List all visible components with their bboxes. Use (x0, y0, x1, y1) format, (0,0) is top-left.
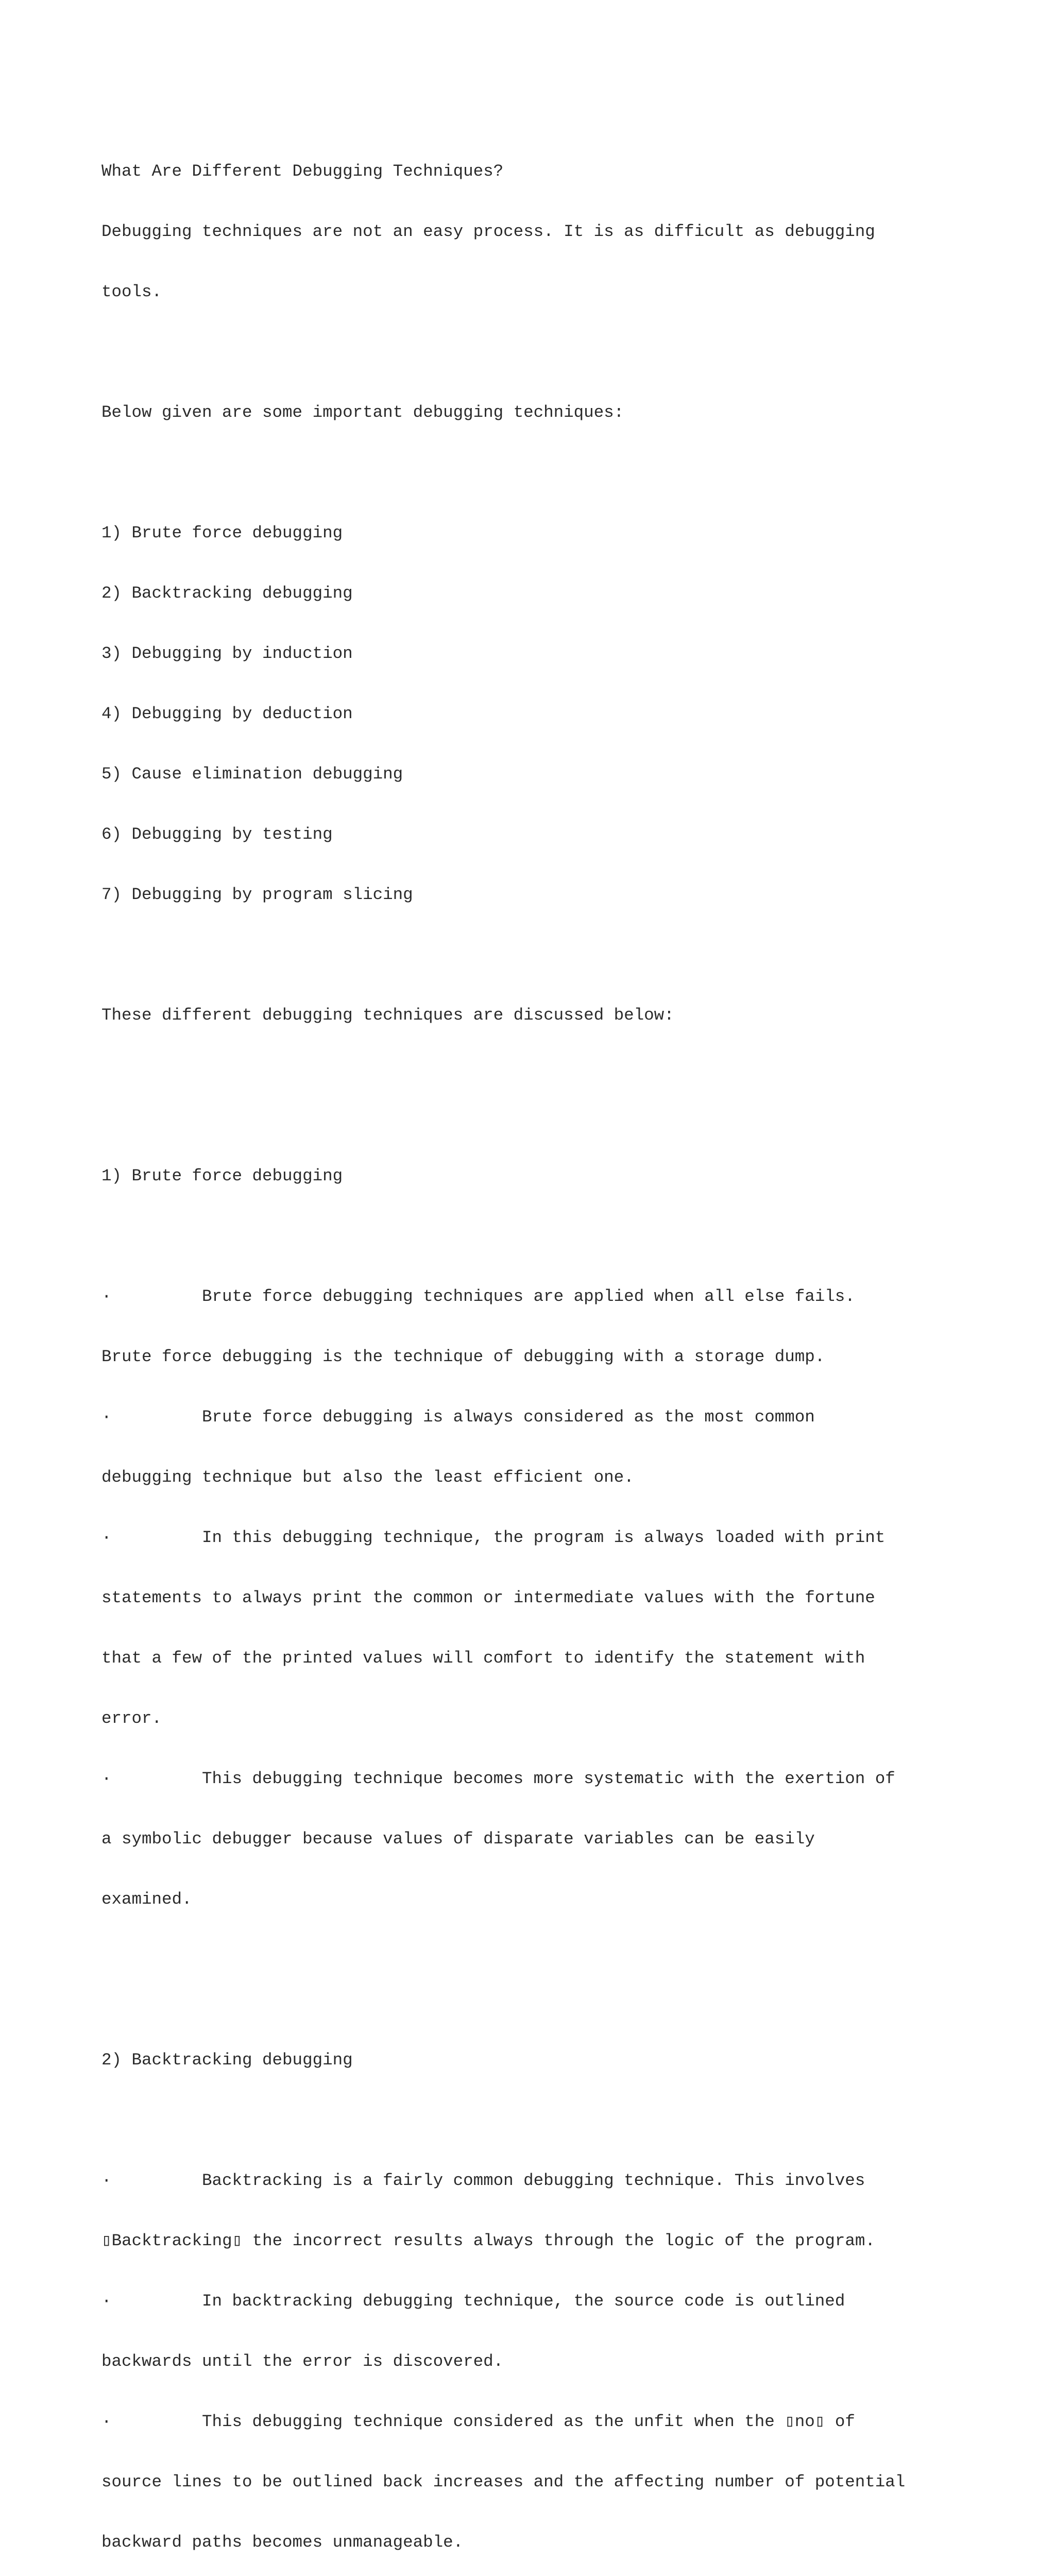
technique-list-item: 4) Debugging by deduction (101, 704, 353, 723)
section-line: · Brute force debugging techniques are applied when all else fails. (101, 1287, 855, 1306)
section-line: that a few of the printed values will comfort to identify the statement with (101, 1649, 865, 1668)
blank-line (101, 2110, 1018, 2130)
technique-list-item: 3) Debugging by induction (101, 644, 353, 663)
section-heading: 1) Brute force debugging (101, 1166, 343, 1185)
section-line: backwards until the error is discovered. (101, 2352, 504, 2371)
section-line: · In backtracking debugging technique, the source code is outlined (101, 2292, 845, 2311)
technique-list-item: 1) Brute force debugging (101, 523, 343, 543)
technique-list-item: 2) Backtracking debugging (101, 584, 353, 603)
section-line: Brute force debugging is the technique of debugging with a storage dump. (101, 1347, 825, 1366)
list-intro: Below given are some important debugging techniques: (101, 403, 624, 422)
section-line: examined. (101, 1890, 192, 1909)
blank-line (101, 1226, 1018, 1246)
document-title: What Are Different Debugging Techniques? (101, 162, 504, 181)
section-line: · Brute force debugging is always considered as the most common (101, 1408, 815, 1427)
discussion-intro: These different debugging techniques are discussed below: (101, 1006, 674, 1025)
intro-line: Debugging techniques are not an easy process. It is as difficult as debugging (101, 222, 875, 241)
technique-list-item: 7) Debugging by program slicing (101, 885, 413, 904)
technique-list-item: 6) Debugging by testing (101, 825, 333, 844)
section-line: · This debugging technique becomes more systematic with the exertion of (101, 1769, 895, 1788)
section-line: source lines to be outlined back increases and the affecting number of potential (101, 2472, 906, 2492)
section-line: · In this debugging technique, the program is always loaded with print (101, 1528, 886, 1547)
blank-line (101, 1065, 1018, 1086)
blank-line (101, 945, 1018, 965)
technique-list-item: 5) Cause elimination debugging (101, 765, 403, 784)
blank-line (101, 463, 1018, 483)
intro-line: tools. (101, 282, 162, 301)
blank-line (101, 1950, 1018, 1970)
section-heading: 2) Backtracking debugging (101, 2050, 353, 2070)
section-line: error. (101, 1709, 162, 1728)
blank-line (101, 342, 1018, 362)
section-line: a symbolic debugger because values of disparate variables can be easily (101, 1829, 815, 1849)
section-line: ▯Backtracking▯ the incorrect results always through the logic of the program. (101, 2231, 875, 2250)
section-line: backward paths becomes unmanageable. (101, 2533, 464, 2552)
section-line: · This debugging technique considered as the unfit when the ▯no▯ of (101, 2412, 855, 2431)
section-line: · Backtracking is a fairly common debugging technique. This involves (101, 2171, 865, 2190)
section-line: statements to always print the common or intermediate values with the fortune (101, 1588, 875, 1607)
document-page (101, 121, 1018, 2576)
section-line: debugging technique but also the least efficient one. (101, 1468, 634, 1487)
